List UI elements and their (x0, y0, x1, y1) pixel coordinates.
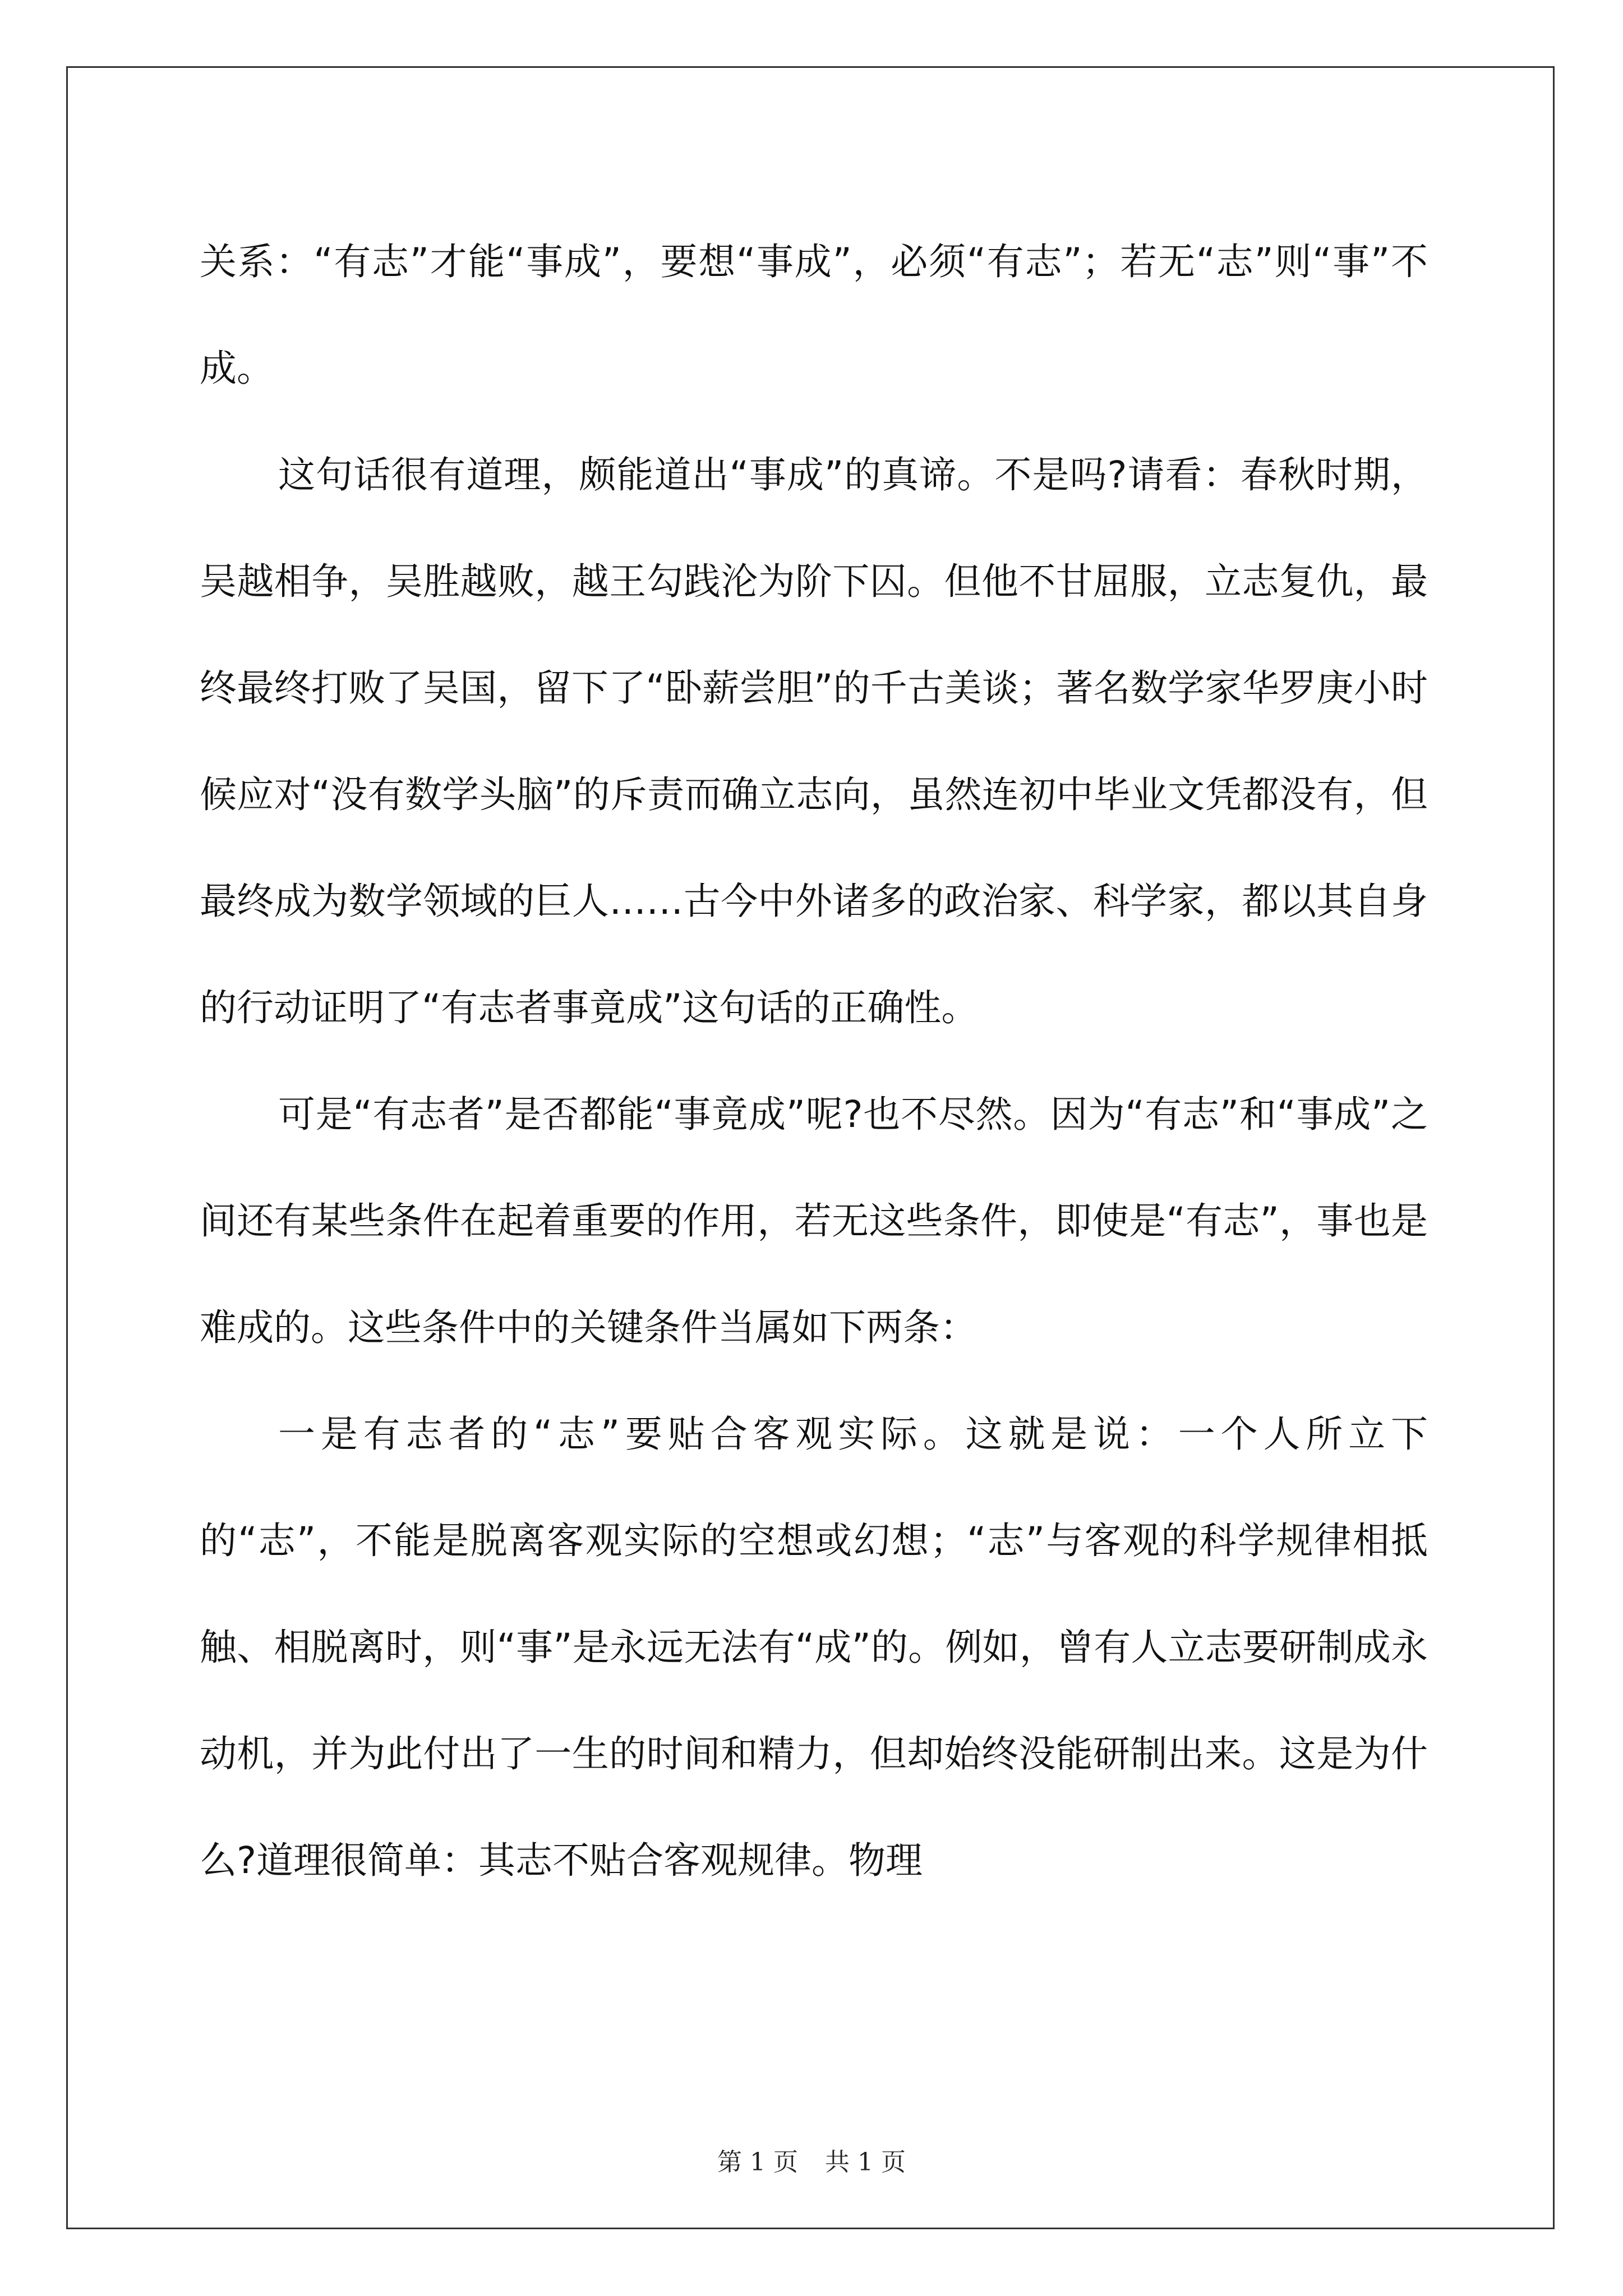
paragraph-4: 一是有志者的“志”要贴合客观实际。这就是说：一个人所立下的“志”，不能是脱离客观实际的空想或幻想；“志”与客观的科学规律相抵触、相脱离时，则“事”是永远无法有“成”的。例如，曾有人立志要研制成永动机，并为此付出了一生的时间和精力，但却始终没能研制出来。这是为什么?道理很简单：其志不贴合客观规律。物理 (200, 1412, 1428, 1882)
paragraph-1: 关系：“有志”才能“事成”，要想“事成”，必须“有志”；若无“志”则“事”不成。 (200, 240, 1428, 390)
document-body (200, 209, 1428, 1914)
page-footer (0, 2142, 1623, 2178)
paragraph-2: 这句话很有道理，颇能道出“事成”的真谛。不是吗?请看：春秋时期，吴越相争，吴胜越败，越王勾践沦为阶下囚。但他不甘屈服，立志复仇，最终最终打败了吴国，留下了“卧薪尝胆”的千古美谈；著名数学家华罗庚小时候应对“没有数学头脑”的斥责而确立志向，虽然连初中毕业文凭都没有，但最终成为数学领域的巨人……古今中外诸多的政治家、科学家，都以其自身的行动证明了“有志者事竟成”这句话的正确性。 (200, 453, 1428, 1029)
paragraph-3: 可是“有志者”是否都能“事竟成”呢?也不尽然。因为“有志”和“事成”之间还有某些条件在起着重要的作用，若无这些条件，即使是“有志”，事也是难成的。这些条件中的关键条件当属如下两条： (200, 1093, 1428, 1349)
page-number-current: 第 1 页 (717, 2148, 798, 2177)
page-number-total: 共 1 页 (825, 2148, 906, 2177)
